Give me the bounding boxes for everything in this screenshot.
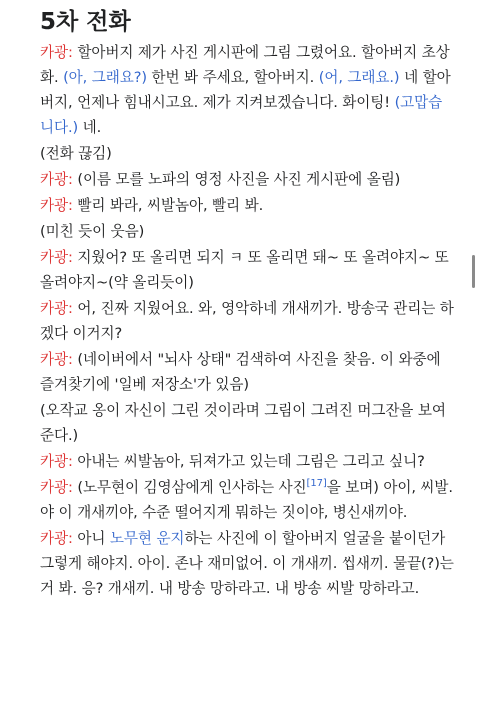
scrollbar-thumb[interactable] <box>472 255 475 288</box>
section-title: 5차 전화 <box>40 9 131 35</box>
speaker-label: 카광: <box>40 300 73 317</box>
paragraph-12: 카광: 아니 노무현 운지하는 사진에 이 할아버지 얼굴을 붙이던가 그렇게 해야지. 아이. 존나 재미없어. 이 개새끼. 씹새끼. 물끝(?)는거 봐. 응? 개새끼. 내 방송 망하라고. 내 방송 씨발 망하라고. <box>40 530 454 597</box>
speaker-label: 카광: <box>40 249 73 266</box>
speaker-label: 카광: <box>40 453 73 470</box>
paragraph-9: (오작교 옹이 자신이 그린 것이라며 그림이 그려진 머그잔을 보여준다.) <box>40 402 446 444</box>
paragraph-7: 카광: 어, 진짜 지웠어요. 와, 영악하네 개새끼가. 방송국 관리는 하겠다 이거지? <box>40 300 454 342</box>
paragraph-6: 카광: 지웠어? 또 올리면 되지 ㅋ 또 올리면 돼~ 또 올려야지~ 또 올려야지~(약 올리듯이) <box>40 249 449 291</box>
speaker-label: 카광: <box>40 171 73 188</box>
speaker-label: 카광: <box>40 479 73 496</box>
paragraph-1: 카광: 할아버지 제가 사진 게시판에 그림 그렸어요. 할아버지 초상화. (아, 그래요?) 한번 봐 주세요, 할아버지. (어, 그래요.) 네 할아버지, 언제나 힘내시고요. 제가 지켜보겠습니다. 화이팅! (고맙습니다.) 네. <box>40 44 451 136</box>
article-content <box>40 6 456 602</box>
paragraph-10: 카광: 아내는 씨발놈아, 뒤져가고 있는데 그림은 그리고 싶니? <box>40 453 425 470</box>
speaker-label: 카광: <box>40 44 73 61</box>
speaker-label: 카광: <box>40 197 73 214</box>
reply-text: (아, 그래요?) <box>63 69 147 86</box>
paragraph-4: 카광: 빨리 봐라, 씨발놈아, 빨리 봐. <box>40 197 264 214</box>
paragraph-5: (미친 듯이 웃음) <box>40 223 145 240</box>
paragraph-2: (전화 끊김) <box>40 145 112 162</box>
speaker-label: 카광: <box>40 530 73 547</box>
paragraph-11: 카광: (노무현이 김영삼에게 인사하는 사진[17]을 보며) 아이, 씨발. 야 이 개새끼야, 수준 떨어지게 뭐하는 짓이야, 병신새끼야. <box>40 478 453 521</box>
reply-text: (고맙습니다.) <box>40 94 443 136</box>
speaker-label: 카광: <box>40 351 73 368</box>
wiki-link[interactable]: 노무현 운지 <box>109 530 185 547</box>
reply-text: (어, 그래요.) <box>318 69 400 86</box>
paragraph-8: 카광: (네이버에서 "뇌사 상태" 검색하여 사진을 찾음. 이 와중에 즐겨찾기에 '일베 저장소'가 있음) <box>40 351 441 393</box>
paragraph-3: 카광: (이름 모를 노파의 영정 사진을 사진 게시판에 올림) <box>40 171 401 188</box>
footnote-link[interactable]: [17] <box>306 478 327 490</box>
